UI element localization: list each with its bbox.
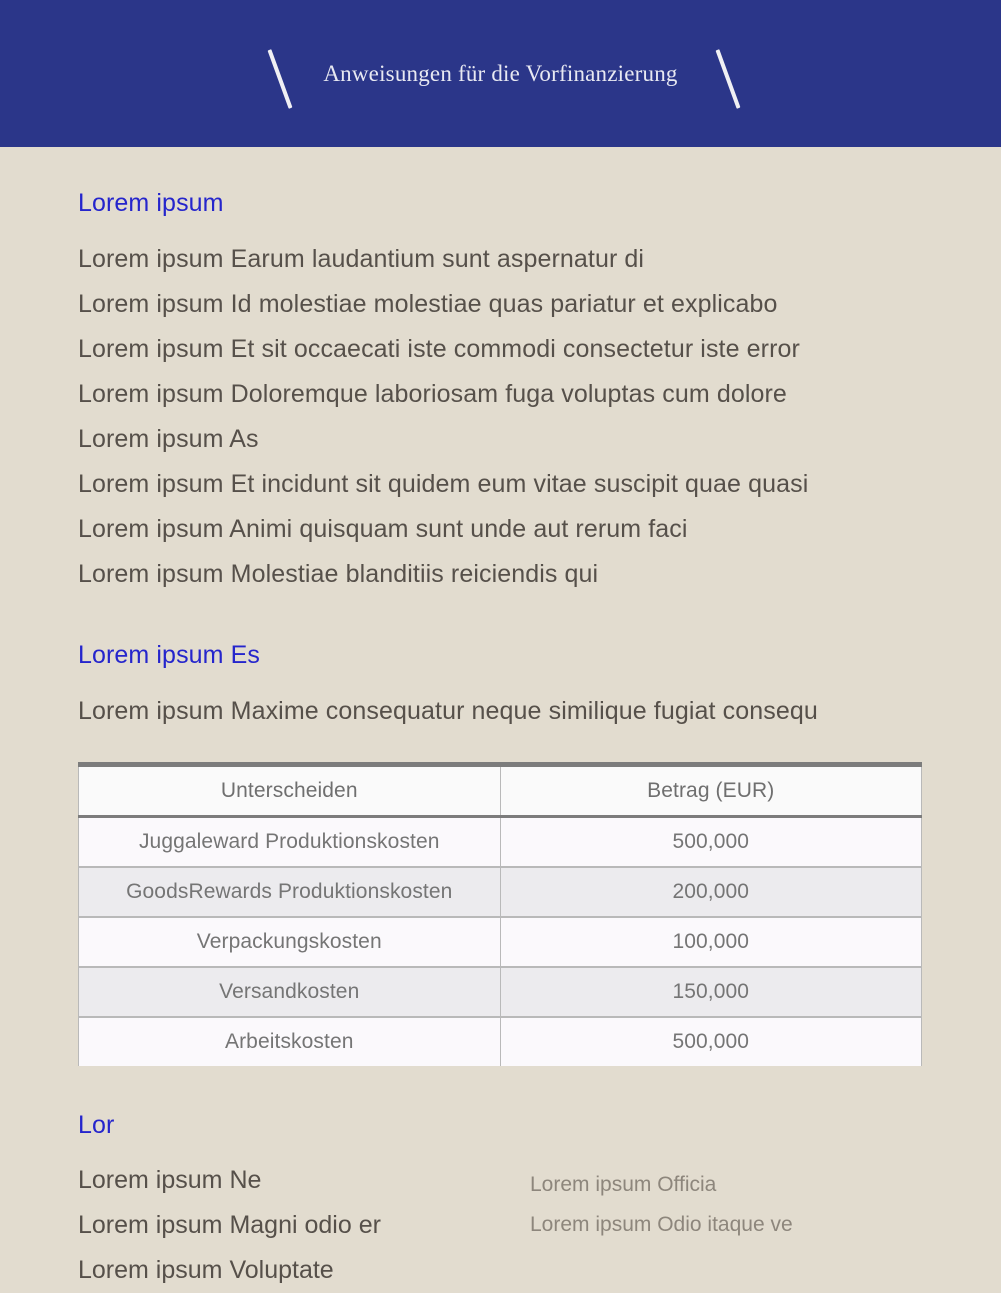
page-body xyxy=(0,147,1001,1293)
table-row xyxy=(79,967,922,1017)
table-header-row xyxy=(79,765,922,817)
table-cell-amount: 200,000 xyxy=(500,867,922,917)
table-row xyxy=(79,817,922,868)
column-header-unterscheiden: Unterscheiden xyxy=(79,765,501,817)
section-3-right-line: Lorem ipsum Odio itaque ve xyxy=(530,1213,793,1236)
table-row xyxy=(79,917,922,967)
table-cell-amount: 500,000 xyxy=(500,1017,922,1066)
section-1-lines xyxy=(78,237,923,597)
section-1-line: Lorem ipsum Et incidunt sit quidem eum vitae suscipit quae quasi xyxy=(78,470,809,498)
page-header-banner xyxy=(0,0,1001,147)
section-1-line: Lorem ipsum Animi quisquam sunt unde aut rerum faci xyxy=(78,515,688,543)
section-2-line: Lorem ipsum Maxime consequatur neque similique fugiat consequ xyxy=(78,697,818,725)
section-2-lines xyxy=(78,689,923,734)
table-cell-amount: 100,000 xyxy=(500,917,922,967)
section-3-right-line: Lorem ipsum Officia xyxy=(530,1173,717,1196)
section-1-line: Lorem ipsum As xyxy=(78,425,259,453)
cost-table xyxy=(78,762,922,1066)
section-3-heading: Lor xyxy=(78,1111,115,1139)
section-1-line: Lorem ipsum Id molestiae molestiae quas pariatur et explicabo xyxy=(78,290,778,318)
page-title: Anweisungen für die Vorfinanzierung xyxy=(323,60,678,86)
cost-table-head xyxy=(79,765,922,817)
table-cell-label: Versandkosten xyxy=(79,967,501,1017)
section-1-heading: Lorem ipsum xyxy=(78,189,224,217)
section-1-line: Lorem ipsum Earum laudantium sunt aspernatur di xyxy=(78,245,645,273)
cost-table-body xyxy=(79,817,922,1067)
section-3-right-column xyxy=(530,1158,923,1293)
table-cell-amount: 500,000 xyxy=(500,817,922,868)
section-3-left-line: Lorem ipsum Ne xyxy=(78,1166,262,1194)
section-3-left-line: Lorem ipsum Magni odio er xyxy=(78,1211,381,1239)
column-header-betrag: Betrag (EUR) xyxy=(500,765,922,817)
table-cell-label: Verpackungskosten xyxy=(79,917,501,967)
table-cell-label: Juggaleward Produktionskosten xyxy=(79,817,501,868)
section-1-line: Lorem ipsum Molestiae blanditiis reiciendis qui xyxy=(78,560,599,588)
section-3-columns xyxy=(78,1158,923,1293)
section-1-line: Lorem ipsum Doloremque laboriosam fuga voluptas cum dolore xyxy=(78,380,787,408)
section-2-heading: Lorem ipsum Es xyxy=(78,641,261,669)
table-cell-label: Arbeitskosten xyxy=(79,1017,501,1066)
section-3-left-line: Lorem ipsum Voluptate xyxy=(78,1256,334,1284)
section-3-left-column xyxy=(78,1158,530,1293)
table-cell-amount: 150,000 xyxy=(500,967,922,1017)
banner-title-container xyxy=(0,0,1001,147)
section-1-line: Lorem ipsum Et sit occaecati iste commodi consectetur iste error xyxy=(78,335,800,363)
table-cell-label: GoodsRewards Produktionskosten xyxy=(79,867,501,917)
table-row xyxy=(79,1017,922,1066)
table-row xyxy=(79,867,922,917)
